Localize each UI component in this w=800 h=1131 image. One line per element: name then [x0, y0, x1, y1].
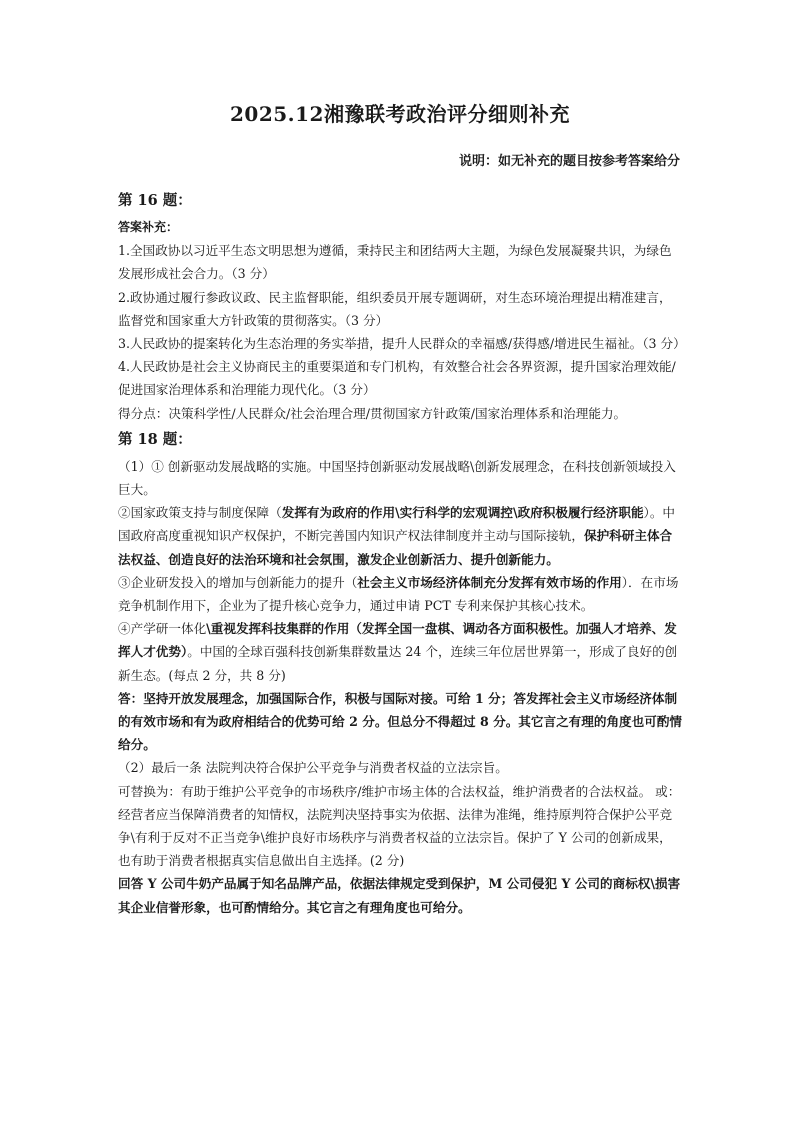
q18-answer-note: 答：坚持开放发展理念，加强国际合作，积极与国际对接。可给 1 分；答发挥社会主义市场经济体制的有效市场和有为政府相结合的优势可给 2 分。但总分不得超过 8 分。其它言之有理的角度也可酌情给分。 [118, 690, 683, 753]
q18-p3-body: ）．在市场竞争机制作用下，企业为了提升核心竞争力，通过申请 PCT 专利来保护其核心技术。 [118, 574, 679, 614]
question-16-heading: 第 16 题： [118, 192, 192, 209]
document-title: 2025.12湘豫联考政治评分细则补充 [230, 102, 570, 126]
q18-p2-lead: ②国家政策支持与制度保障（ [118, 505, 282, 521]
answer-supplement-label: 答案补充： [118, 220, 179, 234]
q18-p2-bold-end: 保护科研主体合法权益、创造良好的法治环境和社会氛围，激发企业创新活力、提升创新能力。 [118, 528, 673, 567]
q16-item-3: 3.人民政协的提案转化为生态治理的务实举措，提升人民群众的幸福感/获得感/增进民生福祉。（3 分） [118, 336, 686, 352]
q16-item-1: 1.全国政协以习近平生态文明思想为遵循，秉持民主和团结两大主题，为绿色发展凝聚共识，为绿色发展形成社会合力。（3 分） [118, 243, 672, 282]
q18-paragraph-4 [118, 617, 684, 687]
q16-scoring-points: 得分点：决策科学性/人民群众/社会治理合理/贯彻国家方针政策/国家治理体系和治理能力。 [118, 405, 627, 421]
q18-replacement: 可替换为：有助于维护公平竞争的市场秩序/维护市场主体的合法权益，维护消费者的合法权益。 或：经营者应当保障消费者的知情权，法院判决坚持事实为依据、法律为准绳，维持原判符合保护公平竞争\有利于反对不正当竞争\维护良好市场秩序与消费者权益的立法宗旨。保护了 Y 公司的创新成果，也有助于消费者根据真实信息做出自主选择。(2 分) [118, 783, 681, 869]
document-body [118, 186, 684, 919]
q18-alternative-answer: 回答 Y 公司牛奶产品属于知名品牌产品，依据法律规定受到保护，M 公司侵犯 Y 公司的商标权\损害其企业信誉形象，也可酌情给分。其它言之有理角度也可给分。 [118, 876, 681, 915]
q18-p2-body: ）。中国政府高度重视知识产权保护，不断完善国内知识产权法律制度并主动与国际接轨， [118, 505, 676, 544]
q18-p3-lead: ③企业研发投入的增加与创新能力的提升（ [118, 574, 358, 590]
q16-item-4: 4.人民政协是社会主义协商民主的重要渠道和专门机构，有效整合社会各界资源，提升国家治理效能/促进国家治理体系和治理能力现代化。（3 分） [118, 359, 676, 398]
q18-paragraph-1: （1）① 创新驱动发展战略的实施。中国坚持创新驱动发展战略\创新发展理念，在科技创新领域投入巨大。 [118, 458, 676, 498]
q18-part-2: （2）最后一条 法院判决符合保护公平竞争与消费者权益的立法宗旨。 [118, 760, 508, 776]
q18-p2-bold: 发挥有为政府的作用\实行科学的宏观调控\政府积极履行经济职能 [281, 505, 644, 521]
question-18-heading: 第 18 题： [118, 430, 192, 448]
q18-p4-bold: \重视发挥科技集群的作用（发挥全国一盘棋、调动各方面积极性。加强人才培养、发挥人才优势） [118, 621, 677, 660]
q18-p4-lead: ④产学研一体化 [118, 621, 207, 637]
q18-p3-bold: 社会主义市场经济体制充分发挥有效市场的作用 [357, 574, 622, 590]
q18-p4-body: 。中国的全球百强科技创新集群数量达 24 个，连续三年位居世界第一，形成了良好的创新生态。(每点 2 分，共 8 分) [118, 644, 678, 683]
instruction-note: 说明：如无补充的题目按参考答案给分 [458, 154, 680, 169]
q18-paragraph-3 [118, 571, 684, 617]
q18-paragraph-2 [118, 501, 684, 571]
q16-item-2: 2.政协通过履行参政议政、民主监督职能，组织委员开展专题调研，对生态环境治理提出精准建言，监督党和国家重大方针政策的贯彻落实。（3 分） [118, 289, 672, 328]
